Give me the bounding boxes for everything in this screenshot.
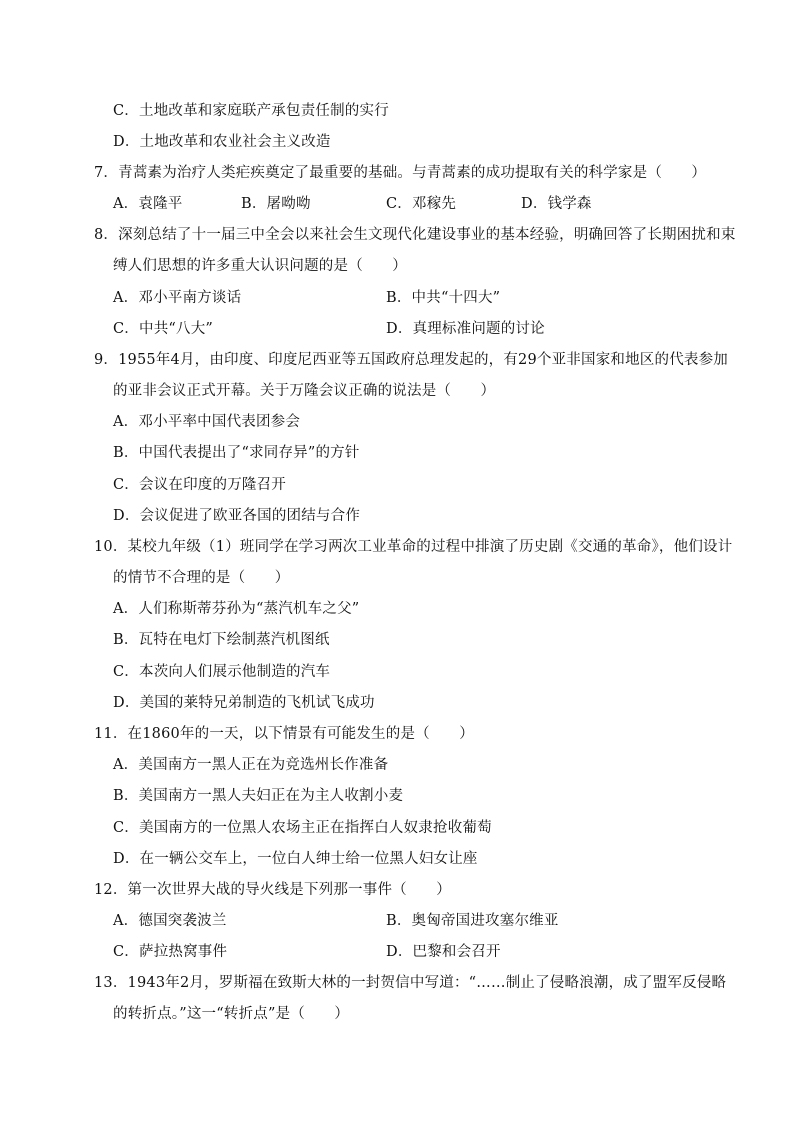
- q10-stem-continued: 的情节不合理的是（ ）: [113, 570, 290, 586]
- q12-option-b: B．奥匈帝国进攻塞尔维亚: [386, 913, 559, 929]
- q10-option-d: D．美国的莱特兄弟制造的飞机试飞成功: [113, 695, 375, 711]
- q10-option-c: C．本茨向人们展示他制造的汽车: [113, 664, 331, 680]
- q9-option-a: A．邓小平率中国代表团参会: [113, 414, 301, 430]
- q8-option-d: D．真理标准问题的讨论: [386, 321, 545, 337]
- q10-option-b: B．瓦特在电灯下绘制蒸汽机图纸: [113, 632, 330, 648]
- q11-stem: 11．在1860年的一天，以下情景有可能发生的是（ ）: [94, 726, 474, 742]
- q8-option-a: A．邓小平南方谈话: [113, 290, 242, 306]
- q11-option-c: C．美国南方的一位黑人农场主正在指挥白人奴隶抢收葡萄: [113, 820, 492, 836]
- q9-stem: 9．1955年4月，由印度、印度尼西亚等五国政府总理发起的，有29个亚非国家和地区的代表参加: [94, 352, 728, 368]
- q8-stem-continued: 缚人们思想的许多重大认识问题的是（ ）: [113, 258, 407, 274]
- q7-option-c: C．邓稼先: [386, 196, 457, 212]
- q7-option-d: D．钱学森: [521, 196, 592, 212]
- q8-stem: 8．深刻总结了十一届三中全会以来社会生文现代化建设事业的基本经验，明确回答了长期困扰和束: [94, 227, 736, 243]
- q6-option-c: C．土地改革和家庭联产承包责任制的实行: [113, 103, 389, 119]
- q9-stem-continued: 的亚非会议正式开幕。关于万隆会议正确的说法是（ ）: [113, 383, 496, 399]
- q10-stem: 10．某校九年级（1）班同学在学习两次工业革命的过程中排演了历史剧《交通的革命》，他们设计: [94, 539, 733, 555]
- q9-option-b: B．中国代表提出了“求同存异”的方针: [113, 445, 360, 461]
- q8-option-c: C．中共“八大”: [113, 321, 214, 337]
- q13-stem-continued: 的转折点。”这一“转折点”是（ ）: [113, 1006, 350, 1022]
- q7-option-a: A．袁隆平: [113, 196, 183, 212]
- q12-stem: 12．第一次世界大战的导火线是下列那一事件（ ）: [94, 882, 451, 898]
- q12-option-c: C．萨拉热窝事件: [113, 944, 228, 960]
- q13-stem: 13．1943年2月，罗斯福在致斯大林的一封贺信中写道：“……制止了侵略浪潮，成了盟军反侵略: [94, 975, 727, 991]
- q12-option-d: D．巴黎和会召开: [386, 944, 501, 960]
- q12-option-a: A．德国突袭波兰: [113, 913, 227, 929]
- q11-option-a: A．美国南方一黑人正在为竞选州长作准备: [113, 757, 389, 773]
- q7-option-b: B．屠呦呦: [241, 196, 311, 212]
- q11-option-b: B．美国南方一黑人夫妇正在为主人收割小麦: [113, 788, 404, 804]
- q9-option-c: C．会议在印度的万隆召开: [113, 477, 286, 493]
- q9-option-d: D．会议促进了欧亚各国的团结与合作: [113, 508, 361, 524]
- q8-option-b: B．中共“十四大”: [386, 290, 501, 306]
- q6-option-d: D．土地改革和农业社会主义改造: [113, 134, 331, 150]
- q11-option-d: D．在一辆公交车上，一位白人绅士给一位黑人妇女让座: [113, 851, 478, 867]
- q10-option-a: A．人们称斯蒂芬孙为“蒸汽机车之父”: [113, 601, 360, 617]
- q7-stem: 7．青蒿素为治疗人类疟疾奠定了最重要的基础。与青蒿素的成功提取有关的科学家是（ ）: [94, 165, 707, 181]
